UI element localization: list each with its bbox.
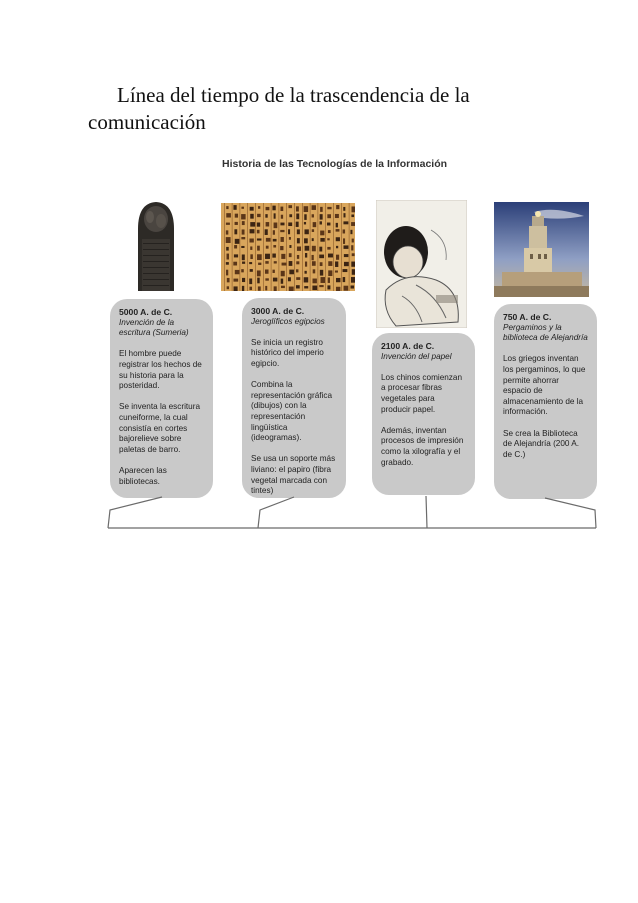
lighthouse-image	[494, 202, 589, 297]
card-paragraph: El hombre puede registrar los hechos de su historia para la posteridad.	[119, 349, 202, 391]
timeline-card-3000bc	[242, 298, 346, 498]
card-date: 750 A. de C.	[503, 312, 552, 322]
chinese-drawing-image	[376, 200, 467, 328]
card-invention: Pergaminos y la biblioteca de Alejandría	[503, 322, 588, 343]
document-title: Línea del tiempo de la trascendencia de la comunicación	[88, 83, 470, 134]
timeline-card-5000bc	[110, 299, 213, 498]
card-paragraph: Se inventa la escritura cuneiforme, la cual consistía en cortes bajorelieve sobre paletas de barro.	[119, 402, 201, 454]
card-date: 5000 A. de C.	[119, 307, 173, 317]
card-date: 2100 A. de C.	[381, 341, 435, 351]
card-paragraph: Se crea la Biblioteca de Alejandría (200 A. de C.)	[503, 428, 580, 459]
card-paragraph: Aparecen las bibliotecas.	[119, 465, 167, 486]
card-paragraph: Los chinos comienzan a procesar fibras vegetales para producir papel.	[381, 372, 463, 414]
card-date: 3000 A. de C.	[251, 306, 305, 316]
card-paragraph: Se usa un soporte más liviano: el papiro (fibra vegetal marcada con tintes)	[251, 454, 336, 496]
card-invention: Jeroglíficos egipcios	[251, 316, 325, 326]
card-paragraph: Los griegos inventan los pergaminos, lo que permite ahorrar espacio de almacenamiento de la información.	[503, 354, 586, 417]
card-invention: Invención del papel	[381, 351, 452, 361]
card-paragraph: Además, inventan procesos de impresión como la xilografía y el grabado.	[381, 425, 464, 467]
timeline-card-750bc	[494, 304, 597, 499]
card-invention: Invención de la escritura (Sumeria)	[119, 317, 189, 338]
figure-title: Historia de las Tecnologías de la Información	[222, 158, 448, 170]
stele-statue-image	[128, 199, 184, 291]
hieroglyphs-image	[221, 203, 355, 291]
timeline-card-2100bc	[372, 333, 475, 495]
card-paragraph: Se inicia un registro histórico del imperio egipcio.	[251, 337, 324, 368]
card-paragraph: Combina la representación gráfica (dibujos) con la representación lingüística (ideogramas).	[251, 380, 333, 443]
